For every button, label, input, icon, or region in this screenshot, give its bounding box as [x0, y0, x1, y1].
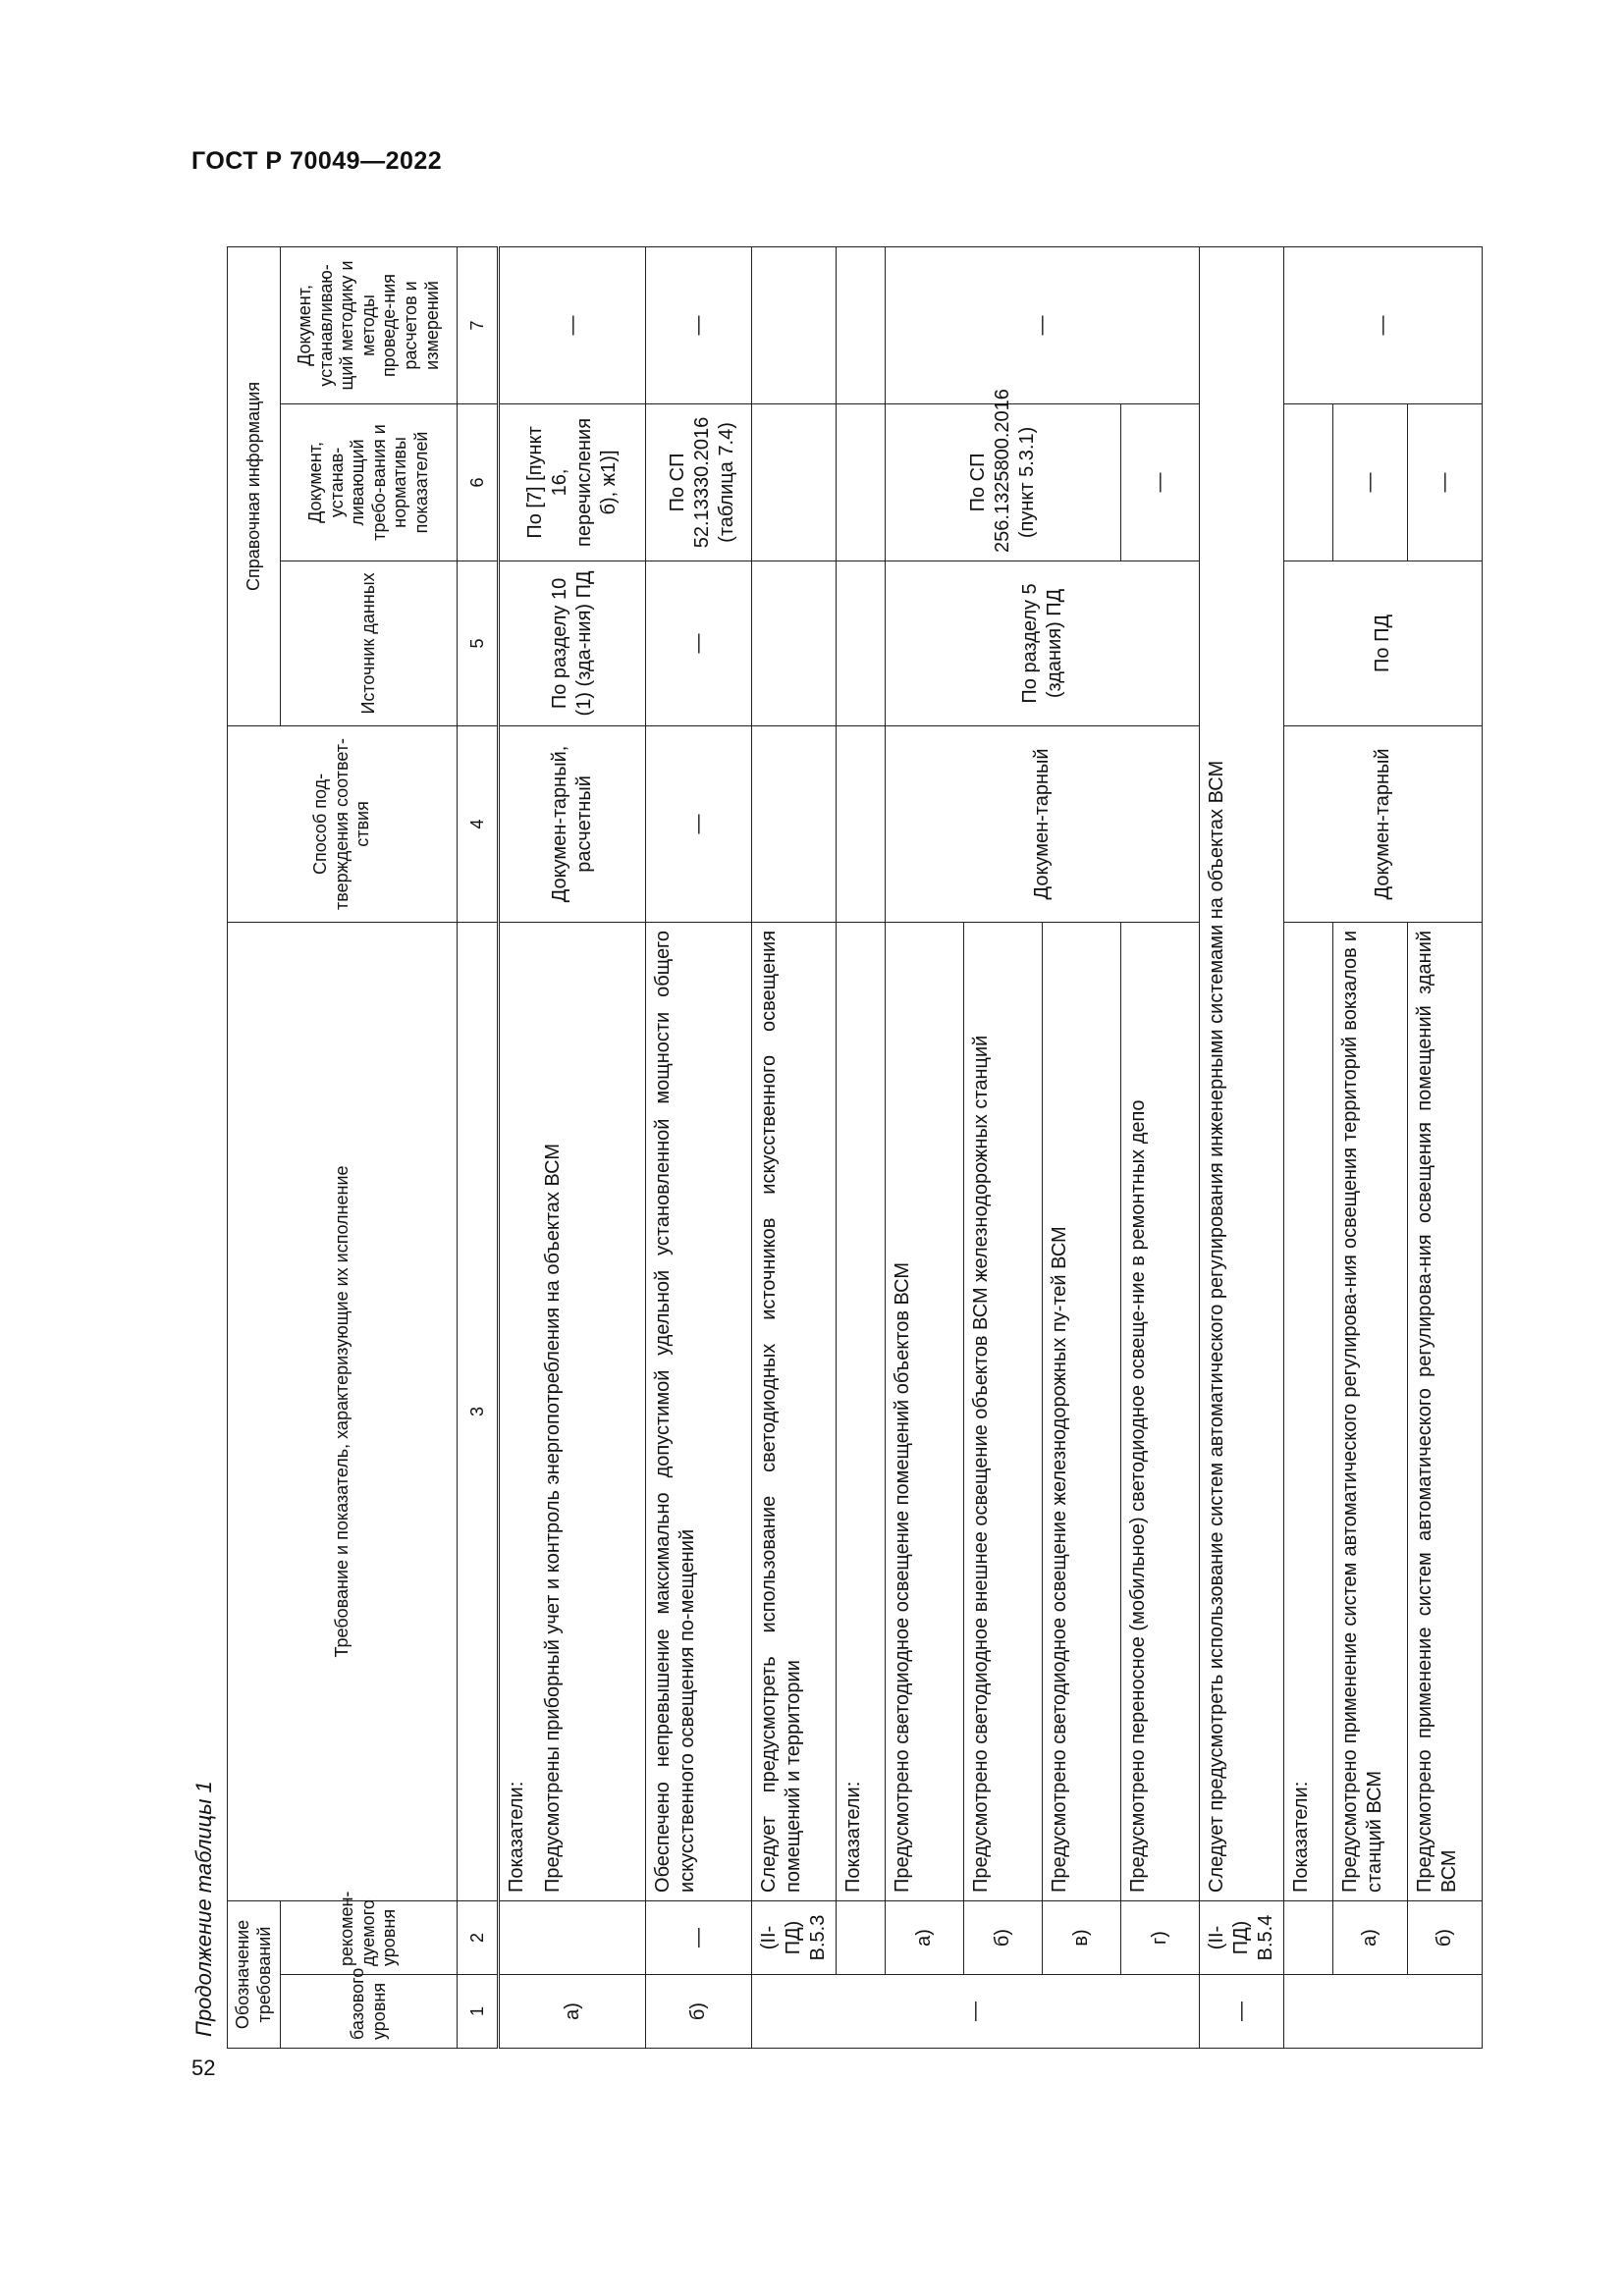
- column-number: 7: [458, 246, 499, 403]
- row-v54a-requirements-document: —: [1333, 403, 1408, 561]
- row-v53-indicators-document: [837, 403, 886, 561]
- row-b-confirmation-method: —: [646, 725, 752, 922]
- row-v54a-requirement: Предусмотрено применение систем автоматического регулирова-ния освещения территорий вокзалов и станций ВСМ: [1333, 922, 1408, 1900]
- row-v53b-code: б): [964, 1900, 1043, 1974]
- row-v53-items-methods-document: —: [886, 246, 1200, 403]
- row-v54b-code: б): [1408, 1900, 1483, 1974]
- column-number: 5: [458, 561, 499, 725]
- row-v53-indicators-label: Показатели:: [837, 922, 886, 1900]
- row-b-recommended-code: —: [646, 1900, 752, 1974]
- row-a-methods-document: —: [499, 246, 646, 403]
- header-data-source: Источник данных: [281, 561, 458, 725]
- row-v53-requirement: Следует предусмотреть использование светодиодных источников искусственного освещения помещений и территории: [752, 922, 837, 1900]
- row-v54-items-data-source: По ПД: [1284, 561, 1483, 725]
- row-v53g-requirements-document: —: [1121, 403, 1200, 561]
- row-v54-items-confirmation-method: Докумен-тарный: [1284, 725, 1483, 922]
- row-v53-items-requirements-document: По СП 256.1325800.2016 (пункт 5.3.1): [886, 403, 1121, 561]
- row-v53-indicators-source: [837, 561, 886, 725]
- group-v53-base-code: —: [752, 1975, 1200, 2049]
- row-a-requirement: [499, 922, 646, 1900]
- row-v53-indicators-code: [837, 1900, 886, 1974]
- row-a-data-source: По разделу 10 (1) (зда-ния) ПД: [499, 561, 646, 725]
- row-v53-code: (II-ПД) В.5.3: [752, 1900, 837, 1974]
- row-v54b-requirement: Предусмотрено применение систем автоматического регулирова-ния освещения помещений зданий ВСМ: [1408, 922, 1483, 1900]
- row-v53v-requirement: Предусмотрено светодиодное освещение железнодорожных пу-тей ВСМ: [1043, 922, 1121, 1900]
- row-v53a-code: а): [886, 1900, 964, 1974]
- row-v54-indicators-label: Показатели:: [1284, 922, 1333, 1900]
- document-code: ГОСТ Р 70049—2022: [191, 147, 443, 175]
- page-number: 52: [191, 2056, 216, 2080]
- header-requirement: Требование и показатель, характеризующие их исполнение: [228, 922, 458, 1900]
- row-v54a-code: а): [1333, 1900, 1408, 1974]
- row-v54-indicators-document: [1284, 403, 1333, 561]
- row-v53-items-confirmation-method: Докумен-тарный: [886, 725, 1200, 922]
- row-a-recommended-code: [499, 1900, 646, 1974]
- row-b-methods-document: —: [646, 246, 752, 403]
- row-v54-requirement: Следует предусмотреть использование систем автоматического регулирования инженерными системами на объектах ВСМ: [1200, 246, 1284, 1900]
- row-v54b-requirements-document: —: [1408, 403, 1483, 561]
- header-confirmation-method: Способ под-тверждения соответ-ствия: [228, 725, 458, 922]
- header-methods-document: Документ, устанавливаю-щий методику и методы проведе-ния расчетов и измерений: [281, 246, 458, 403]
- header-reference-info: Справочная информация: [228, 246, 281, 725]
- table-caption: Продолжение таблицы 1: [191, 1781, 216, 2037]
- rotated-page-content: [191, 247, 1461, 2049]
- row-v53-confirmation-method: [752, 725, 837, 922]
- row-b-requirement: Обеспечено непревышение максимально допустимой удельной установленной мощности общего искусственного освещения по-мещений: [646, 922, 752, 1900]
- row-v53-items-data-source: По разделу 5 (здания) ПД: [886, 561, 1200, 725]
- column-number: 6: [458, 403, 499, 561]
- column-number: 2: [458, 1900, 499, 1974]
- header-designation: Обозначение требований: [228, 1900, 281, 2048]
- column-number: 1: [458, 1975, 499, 2049]
- row-v53-indicators-methods: [837, 246, 886, 403]
- requirement-text: Предусмотрены приборный учет и контроль энергопотребления на объектах ВСМ: [542, 1143, 565, 1893]
- row-v54-items-methods-document: —: [1284, 246, 1483, 403]
- row-a-confirmation-method: Докумен-тарный, расчетный: [499, 725, 646, 922]
- row-a-base-code: а): [499, 1975, 646, 2049]
- header-recommended-level: рекомен-дуемого уровня: [281, 1900, 458, 1974]
- row-v53g-requirement: Предусмотрено переносное (мобильное) светодиодное освеще-ние в ремонтных депо: [1121, 922, 1200, 1900]
- indicators-label: Показатели:: [506, 1781, 528, 1893]
- requirements-table: [227, 246, 1483, 2049]
- row-a-requirements-document: По [7] [пункт 16, перечисления б), ж1)]: [499, 403, 646, 561]
- row-b-base-code: б): [646, 1975, 752, 2049]
- row-v54-base-code: —: [1200, 1975, 1284, 2049]
- row-v53-data-source: [752, 561, 837, 725]
- row-v53a-requirement: Предусмотрено светодиодное освещение помещений объектов ВСМ: [886, 922, 964, 1900]
- row-b-data-source: —: [646, 561, 752, 725]
- row-v53-requirements-document: [752, 403, 837, 561]
- column-number: 3: [458, 922, 499, 1900]
- header-base-level: базового уровня: [281, 1975, 458, 2049]
- row-v54-code: (II-ПД) В.5.4: [1200, 1900, 1284, 1974]
- row-v54-indicators-code: [1284, 1900, 1333, 1974]
- row-v53g-code: г): [1121, 1900, 1200, 1974]
- row-v53v-code: в): [1043, 1900, 1121, 1974]
- group-v54-items-base-code: [1284, 1975, 1483, 2049]
- header-requirements-document: Документ, устанав-ливающий требо-вания и нормативы показателей: [281, 403, 458, 561]
- row-v53-methods-document: [752, 246, 837, 403]
- row-v53b-requirement: Предусмотрено светодиодное внешнее освещение объектов ВСМ железнодорожных станций: [964, 922, 1043, 1900]
- column-number: 4: [458, 725, 499, 922]
- row-b-requirements-document: По СП 52.13330.2016 (таблица 7.4): [646, 403, 752, 561]
- row-v53-indicators-method: [837, 725, 886, 922]
